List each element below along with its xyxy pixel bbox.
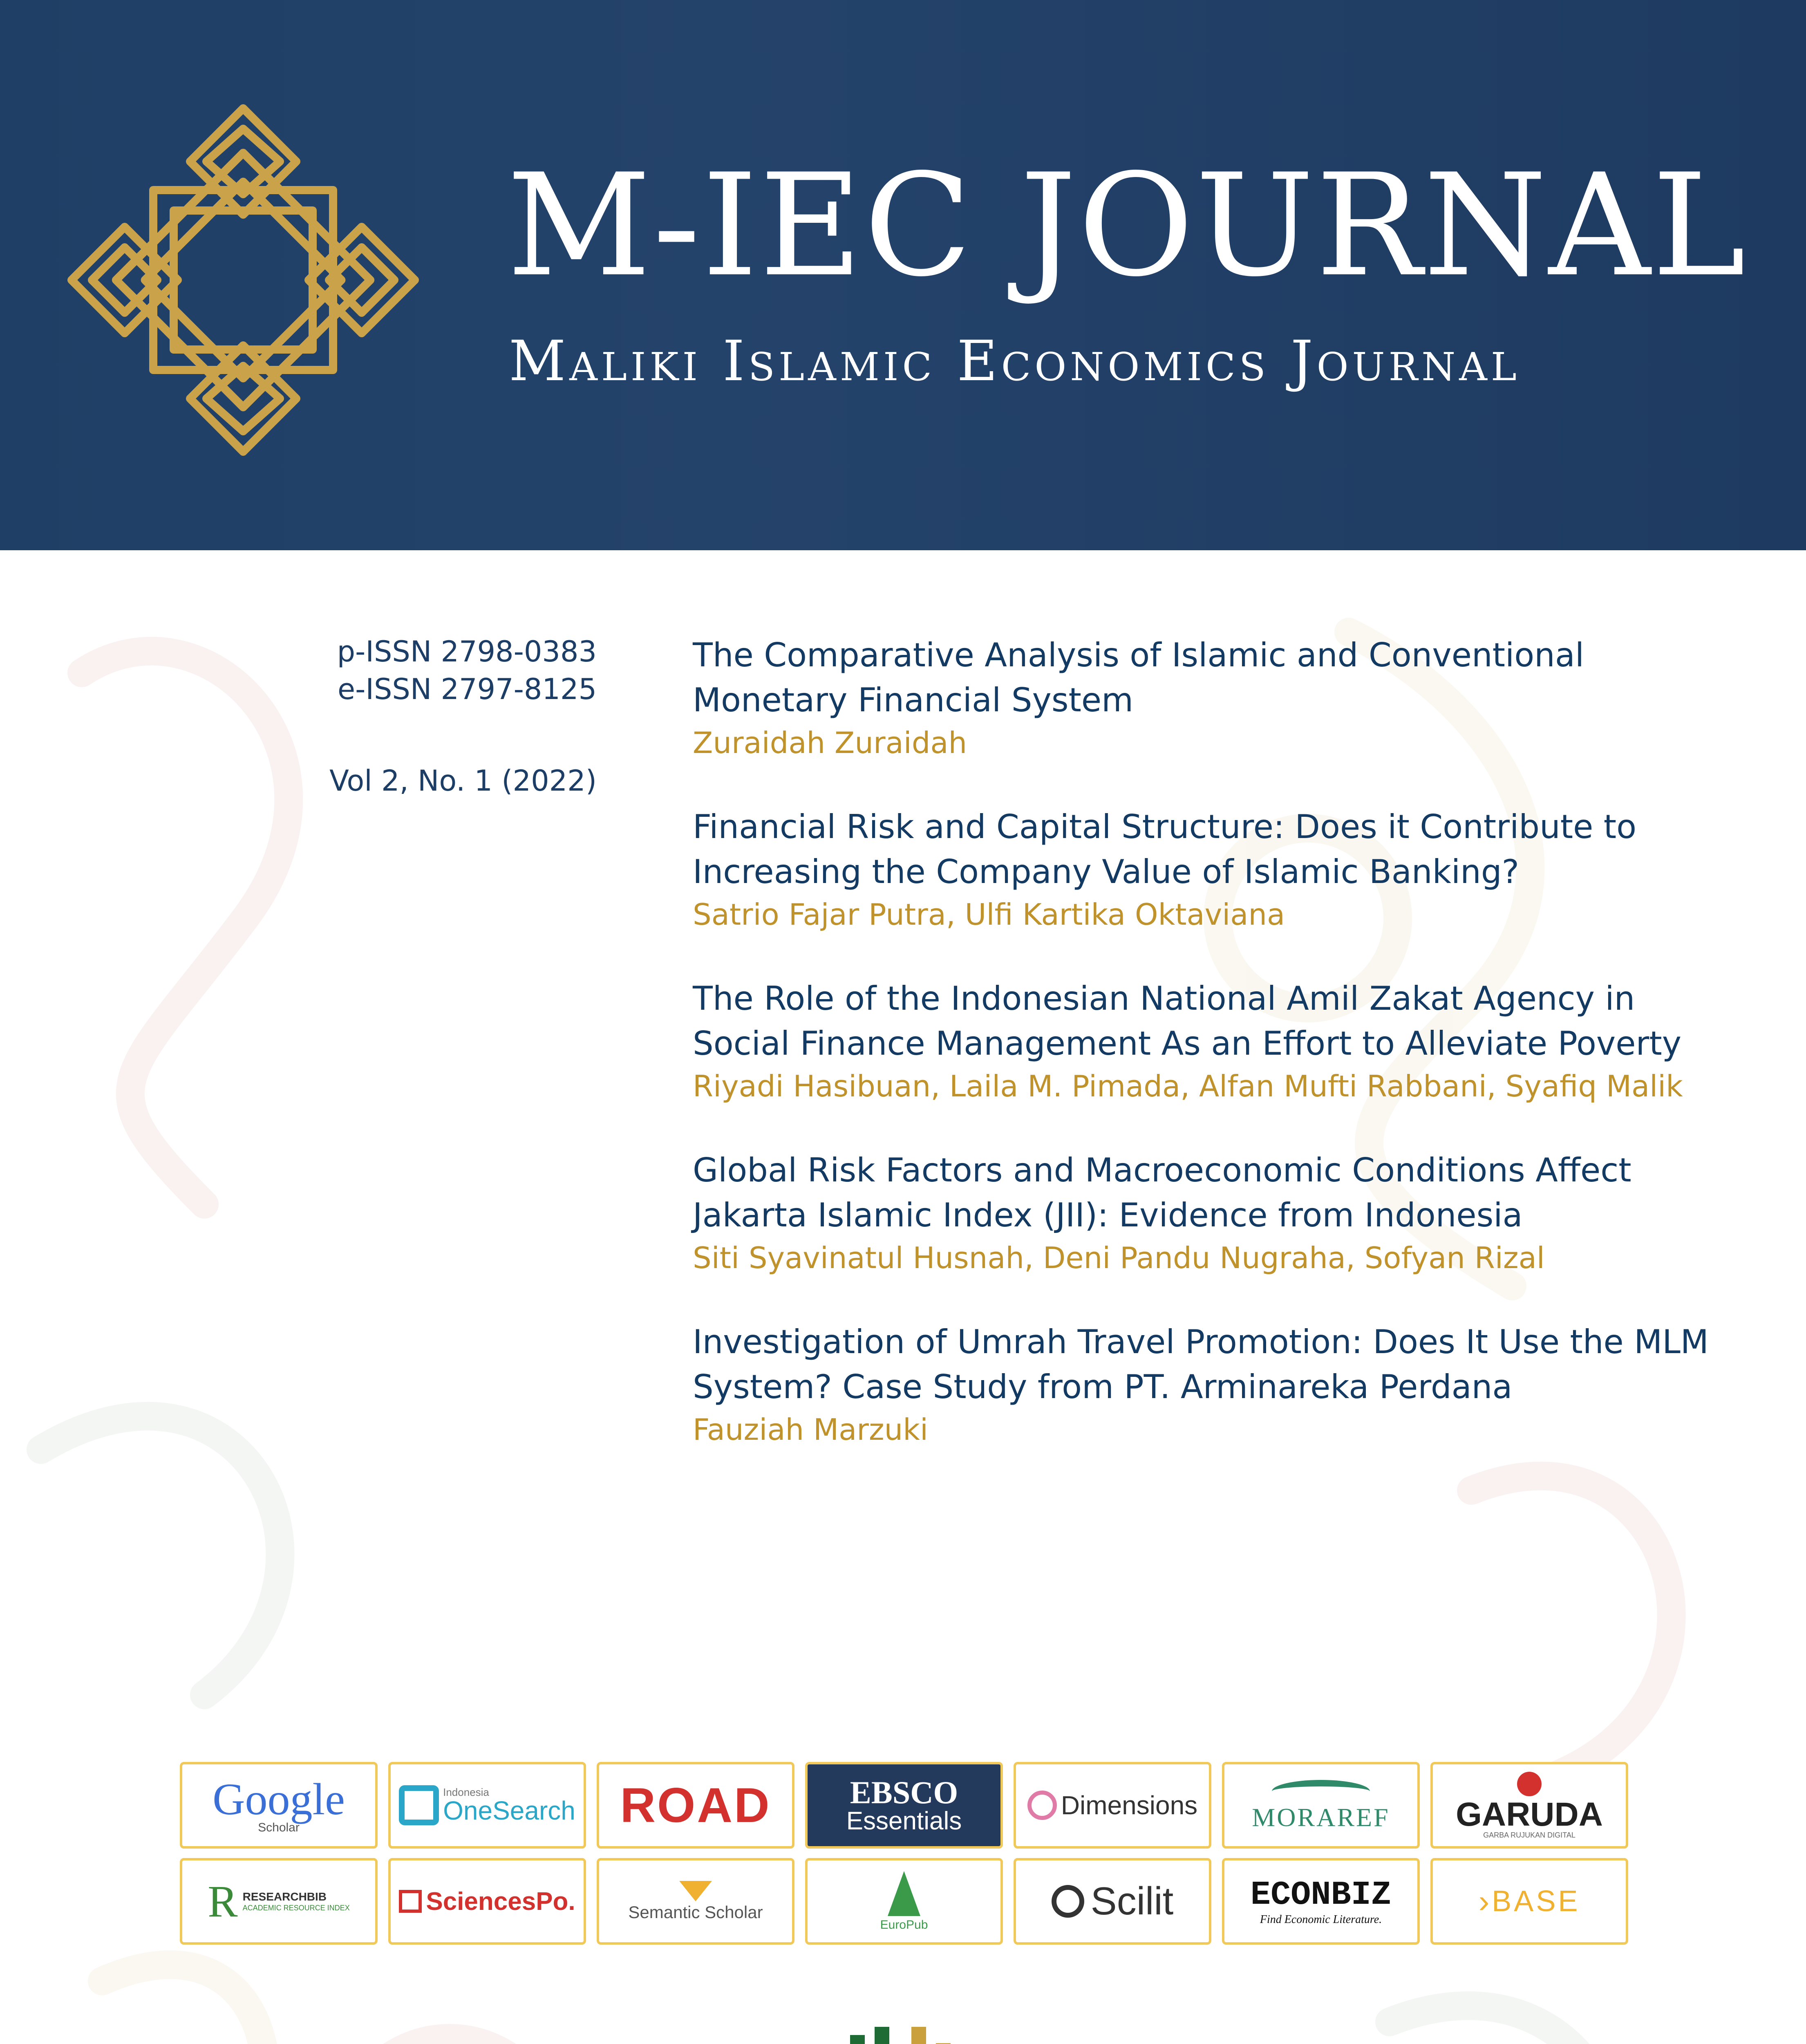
issn-block bbox=[245, 633, 597, 800]
ebsco-label: EBSCO bbox=[850, 1775, 958, 1810]
econbiz-sub: Find Economic Literature. bbox=[1260, 1913, 1382, 1926]
onesearch-mark-icon bbox=[399, 1785, 439, 1825]
article-title[interactable]: The Comparative Analysis of Islamic and Conventional Monetary Financial System bbox=[693, 636, 1584, 719]
base-chevron-icon: › bbox=[1478, 1883, 1490, 1919]
table-of-contents bbox=[693, 633, 1731, 1491]
article-authors: Zuraidah Zuraidah bbox=[693, 726, 967, 760]
semantic-scholar-logo[interactable] bbox=[597, 1858, 794, 1945]
researchbib-sub: ACADEMIC RESOURCE INDEX bbox=[242, 1904, 350, 1912]
islamic-star-emblem bbox=[51, 92, 435, 468]
econbiz-label: ECONBIZ bbox=[1250, 1876, 1392, 1914]
sciencespo-logo[interactable] bbox=[388, 1858, 586, 1945]
article-title[interactable]: The Role of the Indonesian National Amil Zakat Agency in Social Finance Management As an Effort to Alleviate Poverty bbox=[693, 979, 1682, 1062]
garuda-sub: GARBA RUJUKAN DIGITAL bbox=[1483, 1831, 1575, 1839]
article-title[interactable]: Investigation of Umrah Travel Promotion: Does It Use the MLM System? Case Study from PT. Arminareka Perdana bbox=[693, 1323, 1709, 1406]
road-label: ROAD bbox=[620, 1778, 771, 1833]
sciencespo-icon bbox=[399, 1890, 422, 1913]
moraref-logo[interactable] bbox=[1222, 1762, 1420, 1849]
indexing-logos bbox=[180, 1762, 1627, 1950]
journal-subtitle: Maliki Islamic Economics Journal bbox=[509, 329, 1520, 394]
article-entry[interactable] bbox=[693, 633, 1731, 763]
europub-tree-icon bbox=[888, 1871, 920, 1916]
garuda-bird-icon bbox=[1517, 1772, 1542, 1796]
article-entry[interactable] bbox=[693, 805, 1731, 935]
garuda-label: GARUDA bbox=[1456, 1795, 1603, 1833]
onesearch-label: OneSearch bbox=[443, 1796, 575, 1825]
ebsco-sub: Essentials bbox=[846, 1807, 962, 1835]
europub-logo[interactable] bbox=[805, 1858, 1003, 1945]
econbiz-logo[interactable] bbox=[1222, 1858, 1420, 1945]
moraref-label: MORAREF bbox=[1252, 1803, 1390, 1832]
google-scholar-sub: Scholar bbox=[258, 1821, 300, 1834]
article-title[interactable]: Financial Risk and Capital Structure: Does it Contribute to Increasing the Company Value of Islamic Banking? bbox=[693, 808, 1637, 891]
road-logo[interactable] bbox=[597, 1762, 794, 1849]
scilit-spiral-icon bbox=[1052, 1885, 1084, 1918]
researchbib-r-icon: R bbox=[208, 1876, 238, 1926]
base-logo[interactable] bbox=[1430, 1858, 1628, 1945]
dimensions-logo[interactable] bbox=[1014, 1762, 1211, 1849]
volume-issue: Vol 2, No. 1 (2022) bbox=[329, 764, 597, 798]
onesearch-logo[interactable] bbox=[388, 1762, 586, 1849]
google-scholar-logo[interactable] bbox=[180, 1762, 378, 1849]
article-title[interactable]: Global Risk Factors and Macroeconomic Conditions Affect Jakarta Islamic Index (JII): Evidence from Indonesia bbox=[693, 1151, 1631, 1234]
semantic-scholar-icon bbox=[679, 1881, 712, 1901]
print-issn: p-ISSN 2798-0383 bbox=[337, 635, 597, 668]
researchbib-label: RESEARCHBIB bbox=[242, 1890, 327, 1903]
journal-header bbox=[0, 0, 1806, 550]
onesearch-sub: Indonesia bbox=[443, 1786, 489, 1798]
researchbib-logo[interactable] bbox=[180, 1858, 378, 1945]
europub-label: EuroPub bbox=[880, 1918, 928, 1932]
article-authors: Siti Syavinatul Husnah, Deni Pandu Nugraha, Sofyan Rizal bbox=[693, 1241, 1545, 1275]
scilit-logo[interactable] bbox=[1014, 1858, 1211, 1945]
base-label: BASE bbox=[1492, 1885, 1580, 1918]
garuda-logo[interactable] bbox=[1430, 1762, 1628, 1849]
scilit-label: Scilit bbox=[1090, 1879, 1174, 1923]
sciencespo-label: SciencesPo. bbox=[426, 1887, 575, 1916]
ebsco-logo[interactable] bbox=[805, 1762, 1003, 1849]
open-book-icon bbox=[1272, 1780, 1370, 1803]
article-authors: Satrio Fajar Putra, Ulfi Kartika Oktaviana bbox=[693, 897, 1285, 932]
dimensions-icon bbox=[1027, 1791, 1057, 1820]
article-entry[interactable] bbox=[693, 1148, 1731, 1278]
university-emblem bbox=[772, 2027, 1034, 2044]
article-authors: Riyadi Hasibuan, Laila M. Pimada, Alfan Mufti Rabbani, Syafiq Malik bbox=[693, 1069, 1683, 1103]
article-entry[interactable] bbox=[693, 976, 1731, 1106]
semantic-scholar-label: Semantic Scholar bbox=[628, 1903, 763, 1922]
journal-title: M-IEC JOURNAL bbox=[507, 144, 1748, 308]
google-scholar-label: Google bbox=[213, 1774, 345, 1824]
article-entry[interactable] bbox=[693, 1320, 1731, 1450]
dimensions-label: Dimensions bbox=[1061, 1791, 1198, 1820]
article-authors: Fauziah Marzuki bbox=[693, 1412, 928, 1447]
electronic-issn: e-ISSN 2797-8125 bbox=[338, 672, 597, 706]
